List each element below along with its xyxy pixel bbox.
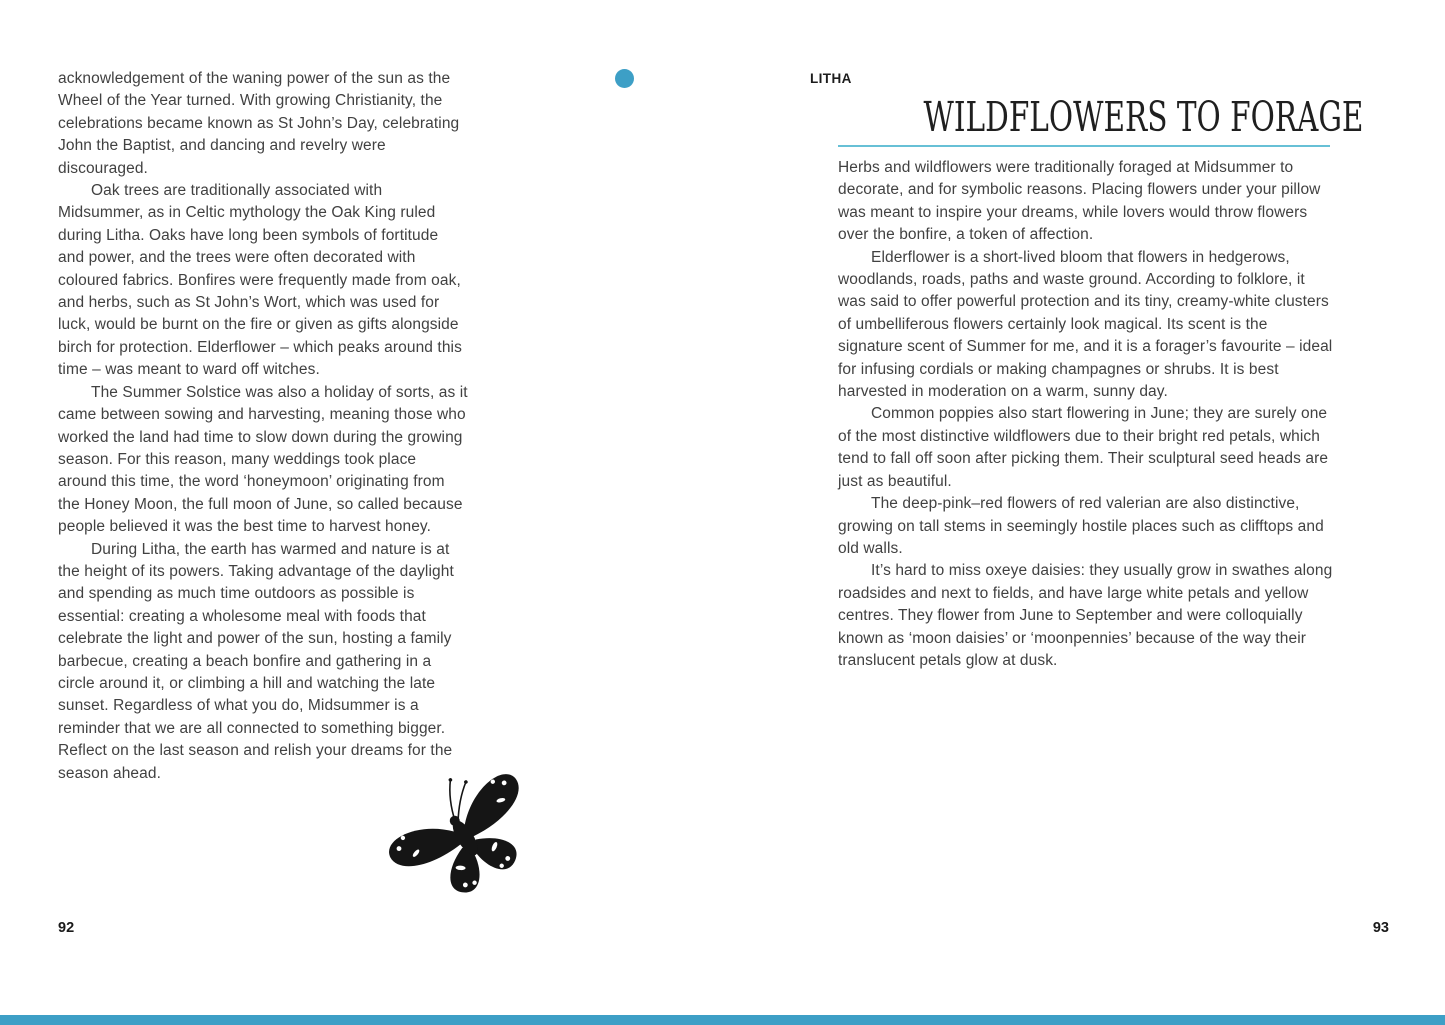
chapter-kicker: LITHA	[810, 71, 852, 86]
butterfly-illustration	[388, 762, 548, 912]
paragraph: It’s hard to miss oxeye daisies: they usually grow in swathes along roadsides and next to fields, and have large white petals and yellow centres. They flower from June to September and were colloquially known as ‘moon daisies’ or ‘moonpennies’ because of the way their translucent petals glow at dusk.	[838, 562, 1333, 669]
paragraph: The deep-pink–red flowers of red valerian are also distinctive, growing on tall stems in seemingly hostile places such as clifftops and old walls.	[838, 495, 1324, 557]
page-number-left: 92	[58, 920, 75, 936]
right-page-text	[838, 157, 1334, 672]
paragraph: The Summer Solstice was also a holiday of sorts, as it came between sowing and harvesting, meaning those who worked the land had time to slow down during the growing season. For this reason, many weddings took place around this time, the word ‘honeymoon’ originating from the Honey Moon, the full moon of June, so called because people believed it was the best time to harvest honey.	[58, 383, 468, 536]
section-title-wrap	[838, 93, 1364, 141]
left-page-text	[58, 68, 468, 785]
paragraph: acknowledgement of the waning power of the sun as the Wheel of the Year turned. With growing Christianity, the celebrations became known as St John’s Day, celebrating John the Baptist, and dancing and revelry were discouraged.	[58, 70, 460, 177]
bottom-accent-bar	[0, 1015, 1445, 1025]
paragraph: Herbs and wildflowers were traditionally foraged at Midsummer to decorate, and for symbolic reasons. Placing flowers under your pillow was meant to inspire your dreams, while lovers would throw flowers over the bonfire, a token of affection.	[838, 159, 1321, 244]
gutter-dot	[615, 69, 634, 88]
paragraph: During Litha, the earth has warmed and nature is at the height of its powers. Taking advantage of the daylight and spending as much time outdoors as possible is essential: creating a wholesome meal with foods that celebrate the light and power of the sun, hosting a family barbecue, creating a beach bonfire and gathering in a circle around it, or climbing a hill and watching the late sunset. Regardless of what you do, Midsummer is a reminder that we are all connected to something bigger. Reflect on the last season and relish your dreams for the season ahead.	[58, 540, 454, 782]
section-title: WILDFLOWERS TO FORAGE	[923, 93, 1364, 141]
paragraph: Oak trees are traditionally associated with Midsummer, as in Celtic mythology the Oak King ruled during Litha. Oaks have long been symbols of fortitude and power, and the trees were often decorated with coloured fabrics. Bonfires were frequently made from oak, and herbs, such as St John’s Wort, which was used for luck, would be burnt on the fire or given as gifts alongside birch for protection. Elderflower – which peaks around this time – was meant to ward off witches.	[58, 182, 462, 379]
paragraph: Elderflower is a short-lived bloom that flowers in hedgerows, woodlands, roads, paths and waste ground. According to folklore, it was said to offer powerful protection and its tiny, creamy-white clusters of umbelliferous flowers certainly look magical. Its scent is the signature scent of Summer for me, and it is a forager’s favourite – ideal for infusing cordials or making champagnes or shrubs. It is best harvested in moderation on a warm, sunny day.	[838, 248, 1333, 401]
title-divider-rule	[838, 145, 1330, 147]
paragraph: Common poppies also start flowering in June; they are surely one of the most distinctive wildflowers due to their bright red petals, which tend to fall off soon after picking them. Their sculptural seed heads are just as beautiful.	[838, 405, 1329, 490]
page-number-right: 93	[1372, 920, 1389, 936]
